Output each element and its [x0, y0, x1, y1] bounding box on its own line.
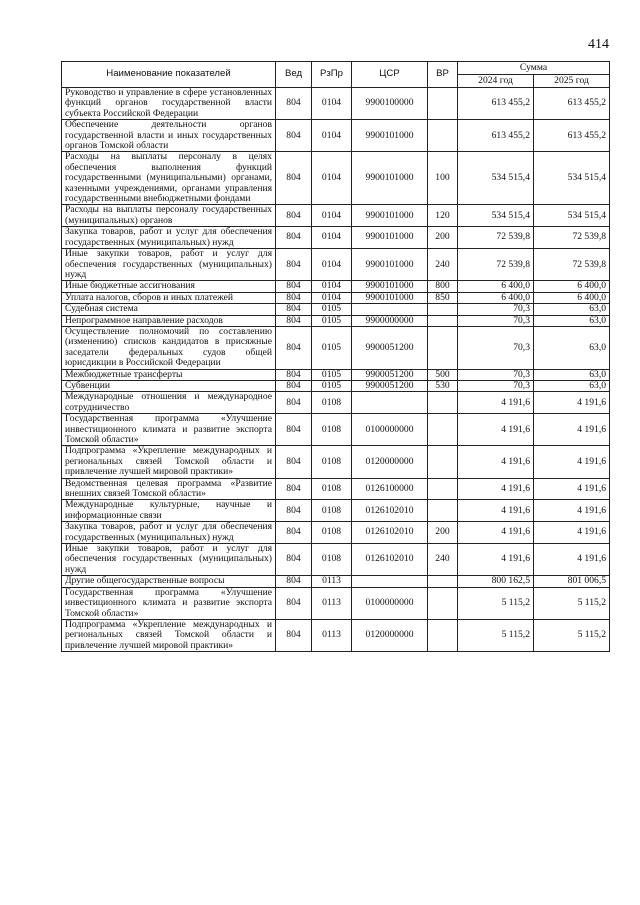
cell-vr: 100: [428, 152, 458, 205]
cell-sum-2024: 4 191,6: [458, 478, 534, 500]
cell-ved: 804: [276, 326, 312, 369]
cell-rzpr: 0105: [312, 380, 352, 391]
cell-ved: 804: [276, 281, 312, 292]
cell-sum-2025: 4 191,6: [534, 414, 610, 446]
cell-vr: 530: [428, 380, 458, 391]
cell-rzpr: 0104: [312, 292, 352, 303]
cell-csr: [352, 576, 428, 587]
table-row: [62, 249, 610, 281]
cell-rzpr: 0108: [312, 522, 352, 544]
table-row: [62, 227, 610, 249]
header-year-2024: 2024 год: [458, 75, 534, 88]
cell-sum-2024: 4 191,6: [458, 500, 534, 522]
cell-name: Ведомственная целевая программа «Развитие внешних связей Томской области»: [62, 478, 276, 500]
cell-name: Подпрограмма «Укрепление международных и региональных связей Томской области и привлечение лучшей мировой практики»: [62, 446, 276, 478]
cell-sum-2025: 72 539,8: [534, 227, 610, 249]
cell-ved: 804: [276, 88, 312, 120]
cell-name: Межбюджетные трансферты: [62, 369, 276, 380]
cell-csr: 9900101000: [352, 205, 428, 227]
cell-vr: [428, 446, 458, 478]
header-name: Наименование показателей: [62, 62, 276, 88]
cell-rzpr: 0104: [312, 281, 352, 292]
cell-sum-2025: 5 115,2: [534, 587, 610, 619]
table-row: [62, 576, 610, 587]
cell-name: Уплата налогов, сборов и иных платежей: [62, 292, 276, 303]
cell-csr: 0126100000: [352, 478, 428, 500]
cell-csr: 9900101000: [352, 120, 428, 152]
cell-sum-2025: 534 515,4: [534, 152, 610, 205]
cell-name: Закупка товаров, работ и услуг для обеспечения государственных (муниципальных) нужд: [62, 522, 276, 544]
cell-ved: 804: [276, 619, 312, 651]
cell-sum-2025: 5 115,2: [534, 619, 610, 651]
cell-sum-2025: 63,0: [534, 315, 610, 326]
cell-name: Субвенции: [62, 380, 276, 391]
cell-csr: 0100000000: [352, 414, 428, 446]
cell-rzpr: 0104: [312, 120, 352, 152]
cell-vr: 500: [428, 369, 458, 380]
cell-sum-2025: 4 191,6: [534, 392, 610, 414]
cell-sum-2025: 534 515,4: [534, 205, 610, 227]
header-ved: Вед: [276, 62, 312, 88]
budget-table: [61, 61, 610, 652]
table-row: [62, 619, 610, 651]
cell-csr: 0120000000: [352, 619, 428, 651]
cell-name: Закупка товаров, работ и услуг для обеспечения государственных (муниципальных) нужд: [62, 227, 276, 249]
cell-ved: 804: [276, 380, 312, 391]
cell-vr: 120: [428, 205, 458, 227]
cell-ved: 804: [276, 446, 312, 478]
cell-name: Иные закупки товаров, работ и услуг для обеспечения государственных (муниципальных) нужд: [62, 249, 276, 281]
cell-csr: 9900101000: [352, 281, 428, 292]
cell-ved: 804: [276, 249, 312, 281]
cell-vr: 850: [428, 292, 458, 303]
cell-sum-2025: 4 191,6: [534, 446, 610, 478]
cell-vr: 240: [428, 544, 458, 576]
cell-vr: [428, 120, 458, 152]
cell-csr: 9900000000: [352, 315, 428, 326]
cell-sum-2024: 4 191,6: [458, 544, 534, 576]
cell-sum-2024: 534 515,4: [458, 152, 534, 205]
cell-rzpr: 0104: [312, 205, 352, 227]
cell-ved: 804: [276, 152, 312, 205]
cell-rzpr: 0108: [312, 544, 352, 576]
cell-rzpr: 0108: [312, 414, 352, 446]
cell-name: Иные закупки товаров, работ и услуг для обеспечения государственных (муниципальных) нужд: [62, 544, 276, 576]
cell-sum-2024: 613 455,2: [458, 120, 534, 152]
cell-vr: 800: [428, 281, 458, 292]
cell-sum-2024: 70,3: [458, 304, 534, 315]
cell-name: Другие общегосударственные вопросы: [62, 576, 276, 587]
cell-vr: [428, 414, 458, 446]
cell-sum-2024: 4 191,6: [458, 446, 534, 478]
cell-ved: 804: [276, 478, 312, 500]
cell-rzpr: 0108: [312, 500, 352, 522]
cell-ved: 804: [276, 392, 312, 414]
cell-vr: [428, 500, 458, 522]
cell-vr: [428, 576, 458, 587]
cell-vr: 240: [428, 249, 458, 281]
header-rzpr: РзПр: [312, 62, 352, 88]
cell-name: Непрограммное направление расходов: [62, 315, 276, 326]
cell-vr: [428, 315, 458, 326]
cell-rzpr: 0113: [312, 619, 352, 651]
cell-csr: 9900100000: [352, 88, 428, 120]
cell-sum-2024: 5 115,2: [458, 619, 534, 651]
cell-sum-2025: 63,0: [534, 304, 610, 315]
cell-sum-2024: 6 400,0: [458, 281, 534, 292]
cell-ved: 804: [276, 522, 312, 544]
cell-sum-2024: 4 191,6: [458, 522, 534, 544]
table-body: [62, 88, 610, 652]
cell-sum-2025: 801 006,5: [534, 576, 610, 587]
cell-ved: 804: [276, 414, 312, 446]
cell-csr: 9900101000: [352, 152, 428, 205]
header-vr: ВР: [428, 62, 458, 88]
table-row: [62, 587, 610, 619]
cell-ved: 804: [276, 544, 312, 576]
cell-sum-2024: 613 455,2: [458, 88, 534, 120]
cell-ved: 804: [276, 576, 312, 587]
cell-sum-2024: 70,3: [458, 380, 534, 391]
cell-vr: 200: [428, 522, 458, 544]
cell-name: Подпрограмма «Укрепление международных и региональных связей Томской области и привлечение лучшей мировой практики»: [62, 619, 276, 651]
table-row: [62, 326, 610, 369]
cell-csr: 0100000000: [352, 587, 428, 619]
table-row: [62, 478, 610, 500]
cell-sum-2024: 72 539,8: [458, 227, 534, 249]
header-csr: ЦСР: [352, 62, 428, 88]
cell-sum-2025: 4 191,6: [534, 544, 610, 576]
cell-sum-2024: 534 515,4: [458, 205, 534, 227]
cell-name: Обеспечение деятельности органов государственной власти и иных государственных органов Томской области: [62, 120, 276, 152]
cell-ved: 804: [276, 304, 312, 315]
table-row: [62, 500, 610, 522]
cell-sum-2025: 4 191,6: [534, 500, 610, 522]
cell-rzpr: 0104: [312, 227, 352, 249]
cell-name: Международные отношения и международное сотрудничество: [62, 392, 276, 414]
cell-name: Международные культурные, научные и информационные связи: [62, 500, 276, 522]
cell-csr: 0126102010: [352, 522, 428, 544]
cell-sum-2025: 613 455,2: [534, 88, 610, 120]
cell-csr: [352, 392, 428, 414]
cell-rzpr: 0105: [312, 315, 352, 326]
table-row: [62, 88, 610, 120]
table-row: [62, 152, 610, 205]
cell-sum-2024: 5 115,2: [458, 587, 534, 619]
cell-ved: 804: [276, 292, 312, 303]
cell-sum-2024: 70,3: [458, 369, 534, 380]
cell-name: Иные бюджетные ассигнования: [62, 281, 276, 292]
cell-ved: 804: [276, 205, 312, 227]
cell-name: Расходы на выплаты персоналу государственных (муниципальных) органов: [62, 205, 276, 227]
table-row: [62, 544, 610, 576]
table-row: [62, 281, 610, 292]
cell-sum-2024: 4 191,6: [458, 414, 534, 446]
cell-sum-2025: 613 455,2: [534, 120, 610, 152]
cell-ved: 804: [276, 227, 312, 249]
cell-name: Расходы на выплаты персоналу в целях обеспечения выполнения функций государственными (муниципальными) органами, казенными учреждениями, органами управления государственными внебюджетными фондами: [62, 152, 276, 205]
cell-sum-2024: 72 539,8: [458, 249, 534, 281]
cell-vr: [428, 619, 458, 651]
cell-sum-2024: 6 400,0: [458, 292, 534, 303]
cell-rzpr: 0104: [312, 249, 352, 281]
cell-rzpr: 0108: [312, 478, 352, 500]
table-row: [62, 292, 610, 303]
table-row: [62, 205, 610, 227]
cell-name: Государственная программа «Улучшение инвестиционного климата и развитие экспорта Томской области»: [62, 414, 276, 446]
cell-sum-2025: 6 400,0: [534, 281, 610, 292]
cell-rzpr: 0104: [312, 152, 352, 205]
cell-vr: [428, 326, 458, 369]
cell-rzpr: 0104: [312, 88, 352, 120]
cell-csr: 9900101000: [352, 227, 428, 249]
table-row: [62, 522, 610, 544]
cell-ved: 804: [276, 587, 312, 619]
table-row: [62, 446, 610, 478]
cell-csr: 9900051200: [352, 380, 428, 391]
cell-rzpr: 0113: [312, 576, 352, 587]
cell-vr: [428, 587, 458, 619]
cell-name: Судебная система: [62, 304, 276, 315]
cell-sum-2025: 72 539,8: [534, 249, 610, 281]
table-header: [62, 62, 610, 88]
cell-sum-2024: 70,3: [458, 315, 534, 326]
cell-ved: 804: [276, 120, 312, 152]
cell-ved: 804: [276, 315, 312, 326]
cell-sum-2024: 70,3: [458, 326, 534, 369]
cell-rzpr: 0108: [312, 446, 352, 478]
table-row: [62, 120, 610, 152]
cell-csr: 9900101000: [352, 292, 428, 303]
cell-csr: 0126102010: [352, 544, 428, 576]
cell-vr: [428, 478, 458, 500]
cell-csr: 9900101000: [352, 249, 428, 281]
header-year-2025: 2025 год: [534, 75, 610, 88]
cell-vr: [428, 304, 458, 315]
cell-sum-2024: 4 191,6: [458, 392, 534, 414]
cell-sum-2025: 63,0: [534, 380, 610, 391]
cell-name: Руководство и управление в сфере установленных функций органов государственной власти субъекта Российской Федерации: [62, 88, 276, 120]
cell-csr: 0126102010: [352, 500, 428, 522]
table-row: [62, 392, 610, 414]
cell-name: Осуществление полномочий по составлению (изменению) списков кандидатов в присяжные заседатели федеральных судов общей юрисдикции в Российской Федерации: [62, 326, 276, 369]
cell-vr: [428, 392, 458, 414]
cell-ved: 804: [276, 369, 312, 380]
cell-sum-2025: 63,0: [534, 369, 610, 380]
cell-vr: 200: [428, 227, 458, 249]
cell-sum-2025: 4 191,6: [534, 522, 610, 544]
cell-sum-2025: 63,0: [534, 326, 610, 369]
cell-rzpr: 0108: [312, 392, 352, 414]
cell-csr: 9900051200: [352, 369, 428, 380]
cell-rzpr: 0105: [312, 369, 352, 380]
cell-name: Государственная программа «Улучшение инвестиционного климата и развитие экспорта Томской области»: [62, 587, 276, 619]
cell-csr: [352, 304, 428, 315]
cell-rzpr: 0105: [312, 304, 352, 315]
page-number: 414: [588, 37, 609, 52]
cell-vr: [428, 88, 458, 120]
table-row: [62, 414, 610, 446]
cell-rzpr: 0105: [312, 326, 352, 369]
cell-rzpr: 0113: [312, 587, 352, 619]
cell-ved: 804: [276, 500, 312, 522]
table-row: [62, 380, 610, 391]
cell-csr: 9900051200: [352, 326, 428, 369]
table-row: [62, 304, 610, 315]
cell-sum-2025: 4 191,6: [534, 478, 610, 500]
table-row: [62, 315, 610, 326]
cell-sum-2024: 800 162,5: [458, 576, 534, 587]
cell-csr: 0120000000: [352, 446, 428, 478]
cell-sum-2025: 6 400,0: [534, 292, 610, 303]
table-row: [62, 369, 610, 380]
header-sum: Сумма: [458, 62, 610, 75]
